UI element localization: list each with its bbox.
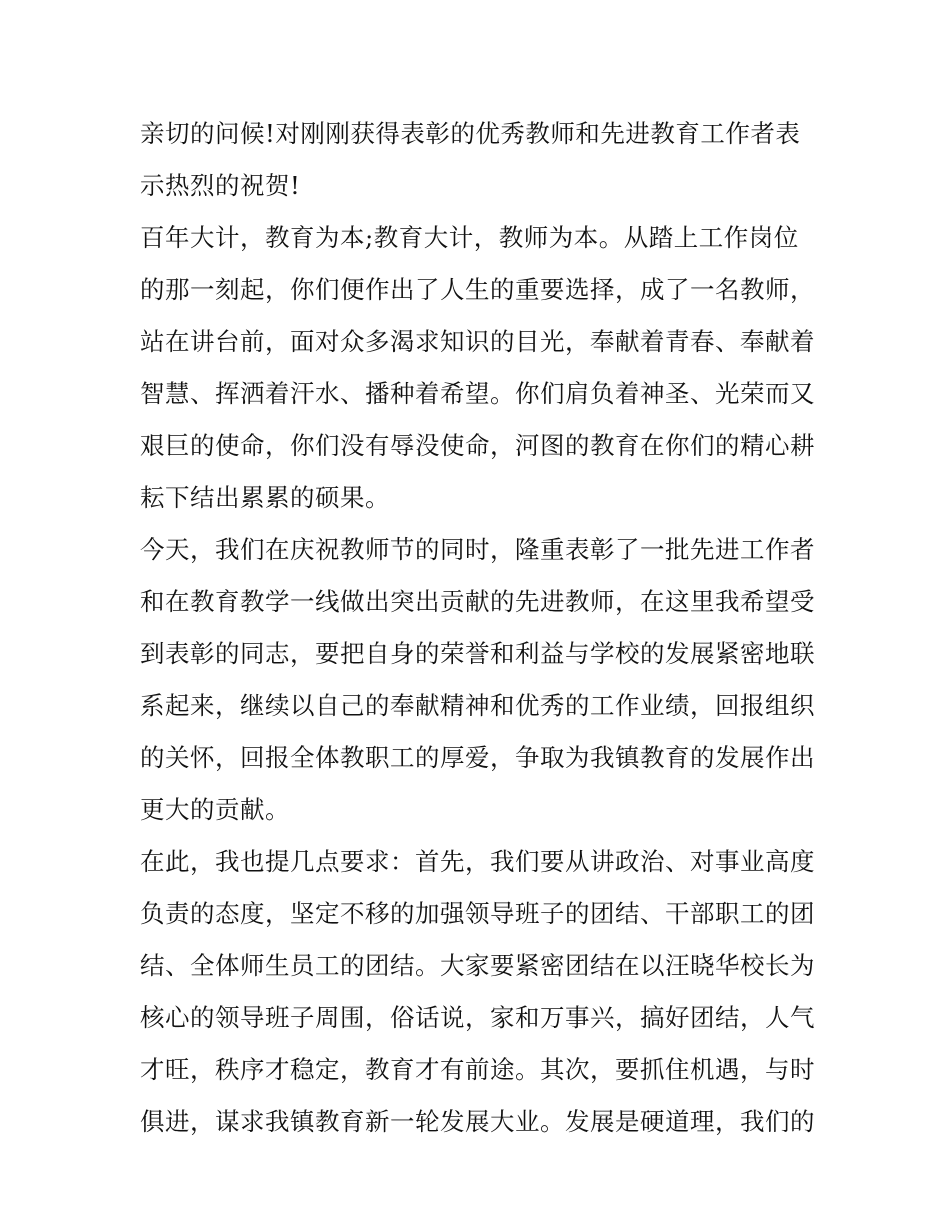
text-line: 核心的领导班子周围，俗话说，家和万事兴，搞好团结，人气 [140,1003,815,1032]
text-line: 艰巨的使命，你们没有辱没使命，河图的教育在你们的精心耕 [140,431,815,460]
text-line: 示热烈的祝贺! [140,171,301,200]
text-line: 在此，我也提几点要求：首先，我们要从讲政治、对事业高度 [140,847,815,876]
text-line: 的那一刻起，你们便作出了人生的重要选择，成了一名教师， [140,275,815,304]
text-line: 和在教育教学一线做出突出贡献的先进教师，在这里我希望受 [140,587,815,616]
text-line: 今天，我们在庆祝教师节的同时，隆重表彰了一批先进工作者 [140,535,815,564]
text-line: 俱进，谋求我镇教育新一轮发展大业。发展是硬道理，我们的 [140,1107,815,1136]
text-line: 系起来，继续以自己的奉献精神和优秀的工作业绩，回报组织 [140,691,815,720]
text-line: 亲切的问候!对刚刚获得表彰的优秀教师和先进教育工作者表 [140,119,801,148]
text-line: 智慧、挥洒着汗水、播种着希望。你们肩负着神圣、光荣而又 [140,379,815,408]
text-line: 结、全体师生员工的团结。大家要紧密团结在以汪晓华校长为 [140,951,815,980]
text-line: 耘下结出累累的硕果。 [140,483,390,512]
text-line: 到表彰的同志，要把自身的荣誉和利益与学校的发展紧密地联 [140,639,815,668]
text-line: 才旺，秩序才稳定，教育才有前途。其次，要抓住机遇，与时 [140,1055,815,1084]
text-line: 站在讲台前，面对众多渴求知识的目光，奉献着青春、奉献着 [140,327,815,356]
document-body [140,108,820,1148]
text-line: 更大的贡献。 [140,795,290,824]
text-line: 负责的态度，坚定不移的加强领导班子的团结、干部职工的团 [140,899,815,928]
text-line: 的关怀，回报全体教职工的厚爱，争取为我镇教育的发展作出 [140,743,815,772]
text-line: 百年大计，教育为本;教育大计，教师为本。从踏上工作岗位 [140,223,799,252]
